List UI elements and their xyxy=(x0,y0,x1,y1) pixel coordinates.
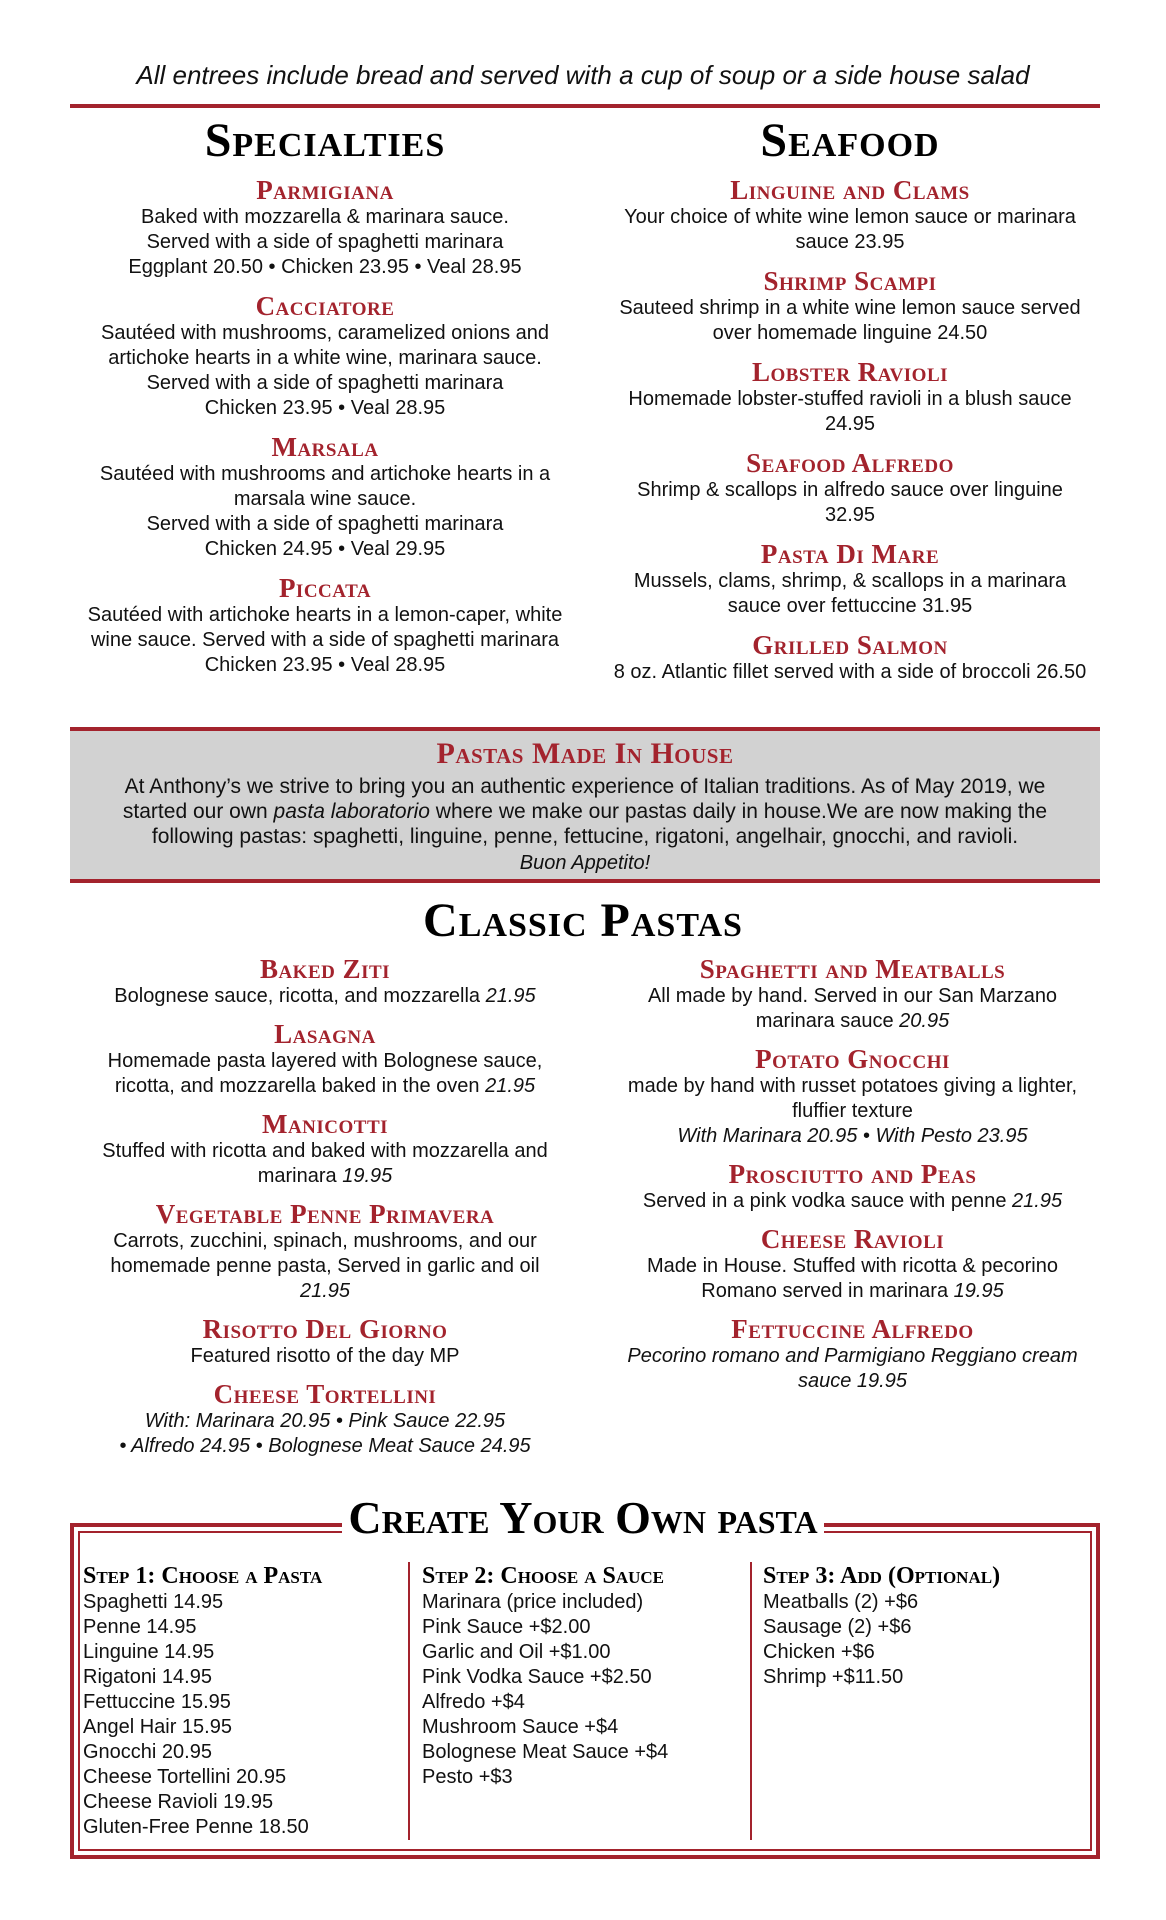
item-desc-line: Stuffed with ricotta and baked with mozzarella and xyxy=(102,1140,548,1162)
item-desc-line: Served with a side of spaghetti marinara xyxy=(146,513,504,535)
item-price: 21.95 xyxy=(1012,1190,1063,1212)
item-name: Cacciatore xyxy=(255,291,395,321)
item-price: 20.95 xyxy=(899,1010,950,1032)
item-name: Baked Ziti xyxy=(259,954,391,984)
house-line-2-end: where we make our pastas daily in house.We are now making the xyxy=(429,800,1048,823)
house-line-2-italic: pasta laboratorio xyxy=(273,800,430,823)
menu-item xyxy=(605,1160,1100,1214)
item-desc-line: Homemade pasta layered with Bolognese sauce, xyxy=(107,1050,543,1072)
house-line-1: At Anthony’s we strive to bring you an authentic experience of Italian traditions. As of May 2019, we xyxy=(124,775,1046,798)
menu-item xyxy=(70,1380,580,1459)
step-option: Angel Hair 15.95 xyxy=(83,1716,232,1738)
menu-item xyxy=(600,449,1100,528)
menu-item xyxy=(70,1315,580,1369)
item-price: 21.95 xyxy=(485,1075,536,1097)
item-desc-line xyxy=(605,1009,1100,1034)
item-desc xyxy=(70,984,580,1009)
menu-item xyxy=(70,574,580,678)
menu-item xyxy=(600,631,1100,685)
step-3-heading: Step 3: Add (Optional) xyxy=(763,1563,1001,1589)
item-name: Shrimp Scampi xyxy=(763,266,937,296)
item-desc-line: made by hand with russet potatoes giving a lighter, xyxy=(627,1075,1078,1097)
step-divider xyxy=(408,1562,410,1840)
item-desc-text: marinara sauce xyxy=(755,1010,894,1032)
step-divider xyxy=(750,1562,752,1840)
item-desc-line: Chicken 24.95 • Veal 29.95 xyxy=(204,538,446,560)
house-line-3: following pastas: spaghetti, linguine, penne, fettucine, rigatoni, angelhair, gnocchi, and ravioli. xyxy=(151,825,1019,848)
item-name: Seafood Alfredo xyxy=(746,448,954,478)
item-name: Parmigiana xyxy=(256,175,394,205)
item-desc-line: Mussels, clams, shrimp, & scallops in a marinara xyxy=(633,570,1067,592)
menu-item xyxy=(600,176,1100,255)
item-name: Lobster Ravioli xyxy=(751,357,949,387)
item-price: 19.95 xyxy=(342,1165,393,1187)
item-name: Lasagna xyxy=(274,1019,376,1049)
item-name: Risotto Del Giorno xyxy=(202,1314,448,1344)
house-signoff: Buon Appetito! xyxy=(519,852,651,874)
step-2-heading: Step 2: Choose a Sauce xyxy=(422,1563,664,1589)
step-option: Alfredo +$4 xyxy=(422,1691,525,1713)
item-desc-line: Served with a side of spaghetti marinara xyxy=(146,372,504,394)
classic-right-column xyxy=(605,955,1100,1394)
item-options-line: With: Marinara 20.95 • Pink Sauce 22.95 xyxy=(144,1410,506,1432)
menu-item xyxy=(70,433,580,562)
step-option: Cheese Ravioli 19.95 xyxy=(83,1791,274,1813)
menu-item xyxy=(605,1045,1100,1149)
item-desc-line: over homemade linguine 24.50 xyxy=(712,322,988,344)
step-2-list xyxy=(422,1590,747,1790)
item-price: 19.95 xyxy=(953,1280,1004,1302)
item-desc-line: All made by hand. Served in our San Marzano xyxy=(647,985,1058,1007)
step-option: Meatballs (2) +$6 xyxy=(763,1591,919,1613)
item-desc-line: sauce over fettuccine 31.95 xyxy=(727,595,973,617)
item-desc-line: Shrimp & scallops in alfredo sauce over linguine xyxy=(637,479,1063,501)
item-desc-line: homemade penne pasta, Served in garlic and oil xyxy=(110,1255,540,1277)
menu-item xyxy=(600,267,1100,346)
menu-item xyxy=(70,1020,580,1099)
item-desc-line: Carrots, zucchini, spinach, mushrooms, and our xyxy=(113,1230,537,1252)
item-name: Prosciutto and Peas xyxy=(728,1159,977,1189)
menu-item xyxy=(70,1110,580,1189)
step-option: Chicken +$6 xyxy=(763,1641,875,1663)
step-1-heading: Step 1: Choose a Pasta xyxy=(83,1563,323,1589)
menu-item xyxy=(70,176,580,280)
step-option: Mushroom Sauce +$4 xyxy=(422,1716,619,1738)
item-desc-line: Sautéed with mushrooms, caramelized onions and xyxy=(100,322,550,344)
item-name: Marsala xyxy=(271,432,379,462)
step-option: Bolognese Meat Sauce +$4 xyxy=(422,1741,669,1763)
step-option: Gluten-Free Penne 18.50 xyxy=(83,1816,309,1838)
item-desc-line: Chicken 23.95 • Veal 28.95 xyxy=(204,654,446,676)
item-name: Manicotti xyxy=(261,1109,389,1139)
pastas-made-in-house-title: Pastas Made In House xyxy=(436,737,734,770)
pastas-made-in-house-box xyxy=(70,727,1100,883)
item-desc-line: artichoke hearts in a white wine, marinara sauce. xyxy=(108,347,542,369)
specialties-title: Specialties xyxy=(204,114,446,167)
item-desc-line: Served with a side of spaghetti marinara xyxy=(146,231,504,253)
item-desc-line: sauce 19.95 xyxy=(798,1370,907,1392)
step-option: Shrimp +$11.50 xyxy=(763,1666,904,1688)
item-desc-line xyxy=(70,1074,580,1099)
step-option: Pink Sauce +$2.00 xyxy=(422,1616,591,1638)
item-desc-line: Baked with mozzarella & marinara sauce. xyxy=(141,206,509,228)
item-desc-text: ricotta, and mozzarella baked in the oven xyxy=(114,1075,480,1097)
house-line-2-start: started our own xyxy=(122,800,274,823)
item-desc-line: Sautéed with artichoke hearts in a lemon-caper, white xyxy=(87,604,563,626)
step-option: Fettuccine 15.95 xyxy=(83,1691,231,1713)
item-price: 21.95 xyxy=(299,1280,351,1302)
step-option: Pink Vodka Sauce +$2.50 xyxy=(422,1666,652,1688)
step-option: Linguine 14.95 xyxy=(83,1641,215,1663)
item-desc-line: Eggplant 20.50 • Chicken 23.95 • Veal 28.95 xyxy=(128,256,522,278)
menu-item xyxy=(600,358,1100,437)
item-name: Fettuccine Alfredo xyxy=(731,1314,974,1344)
seafood-list xyxy=(600,176,1100,685)
item-desc-line: Your choice of white wine lemon sauce or marinara xyxy=(624,206,1076,228)
item-desc-line: fluffier texture xyxy=(792,1100,913,1122)
step-option: Rigatoni 14.95 xyxy=(83,1666,212,1688)
classic-pastas-title: Classic Pastas xyxy=(423,894,743,947)
menu-item xyxy=(70,955,580,1009)
item-desc-line: Chicken 23.95 • Veal 28.95 xyxy=(204,397,446,419)
item-desc-line: Featured risotto of the day MP xyxy=(190,1345,460,1367)
item-desc-line: Homemade lobster-stuffed ravioli in a blush sauce xyxy=(628,388,1072,410)
step-1-column xyxy=(83,1562,403,1840)
classic-left-column xyxy=(70,955,580,1459)
menu-item xyxy=(605,955,1100,1034)
item-name: Spaghetti and Meatballs xyxy=(699,954,1006,984)
step-option: Garlic and Oil +$1.00 xyxy=(422,1641,611,1663)
step-option: Penne 14.95 xyxy=(83,1616,197,1638)
menu-item xyxy=(605,1315,1100,1394)
item-desc-line: 8 oz. Atlantic fillet served with a side of broccoli 26.50 xyxy=(613,661,1087,683)
item-desc-line: 24.95 xyxy=(824,413,876,435)
step-3-list xyxy=(763,1590,1093,1690)
step-2-column xyxy=(422,1562,747,1790)
item-desc-line xyxy=(605,1189,1100,1214)
item-desc-line: Sauteed shrimp in a white wine lemon sauce served xyxy=(619,297,1081,319)
step-option: Cheese Tortellini 20.95 xyxy=(83,1766,287,1788)
item-desc-line xyxy=(605,1279,1100,1304)
menu-item xyxy=(600,540,1100,619)
item-desc-text: Bolognese sauce, ricotta, and mozzarella xyxy=(114,985,481,1007)
item-desc-line: 32.95 xyxy=(824,504,876,526)
item-name: Cheese Tortellini xyxy=(213,1379,437,1409)
item-name: Vegetable Penne Primavera xyxy=(155,1199,495,1229)
item-price: 21.95 xyxy=(485,985,536,1007)
item-desc-line: marsala wine sauce. xyxy=(233,488,417,510)
item-name: Piccata xyxy=(278,573,372,603)
item-desc-line xyxy=(70,1164,580,1189)
item-desc-line: wine sauce. Served with a side of spaghetti marinara xyxy=(90,629,560,651)
item-desc-text: Romano served in marinara xyxy=(701,1280,949,1302)
house-line-2 xyxy=(70,799,1100,824)
item-options-line: • Alfredo 24.95 • Bolognese Meat Sauce 24.95 xyxy=(119,1435,531,1457)
item-desc-line: sauce 23.95 xyxy=(795,231,905,253)
step-option: Marinara (price included) xyxy=(422,1591,644,1613)
step-option: Pesto +$3 xyxy=(422,1766,513,1788)
step-option: Sausage (2) +$6 xyxy=(763,1616,912,1638)
step-3-column xyxy=(763,1562,1093,1690)
item-options-line: With Marinara 20.95 • With Pesto 23.95 xyxy=(677,1125,1028,1147)
step-option: Gnocchi 20.95 xyxy=(83,1741,212,1763)
top-divider xyxy=(70,104,1100,108)
menu-item xyxy=(605,1225,1100,1304)
item-name: Pasta Di Mare xyxy=(760,539,940,569)
item-desc-line: Pecorino romano and Parmigiano Reggiano cream xyxy=(627,1345,1078,1367)
create-your-own-title: Create Your Own pasta xyxy=(342,1493,823,1543)
menu-item xyxy=(70,292,580,421)
step-1-list xyxy=(83,1590,403,1840)
item-name: Linguine and Clams xyxy=(730,175,970,205)
seafood-title: Seafood xyxy=(760,114,940,167)
item-name: Cheese Ravioli xyxy=(760,1224,945,1254)
step-option: Spaghetti 14.95 xyxy=(83,1591,224,1613)
item-desc-text: marinara xyxy=(257,1165,337,1187)
item-desc-text: Served in a pink vodka sauce with penne xyxy=(642,1190,1007,1212)
item-name: Potato Gnocchi xyxy=(755,1044,950,1074)
tagline: All entrees include bread and served with a cup of soup or a side house salad xyxy=(136,60,1030,90)
specialties-list xyxy=(70,176,580,678)
menu-item xyxy=(70,1200,580,1304)
create-your-own-title-wrap xyxy=(0,1493,1166,1543)
item-desc-line: Sautéed with mushrooms and artichoke hearts in a xyxy=(99,463,551,485)
item-name: Grilled Salmon xyxy=(752,630,948,660)
house-text xyxy=(70,774,1100,876)
item-desc-line: Made in House. Stuffed with ricotta & pecorino xyxy=(647,1255,1058,1277)
